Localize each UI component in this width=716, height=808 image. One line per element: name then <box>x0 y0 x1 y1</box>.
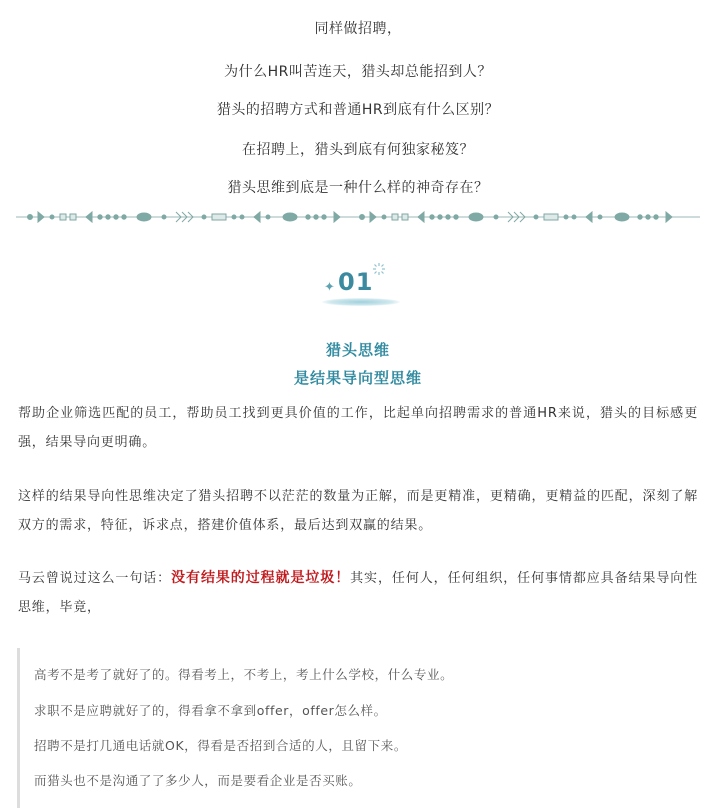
intro-line: 在招聘上，猎头到底有何独家秘笈？ <box>242 142 474 158</box>
paragraph-3 <box>18 564 698 622</box>
paragraph-3-lead: 马云曾说过这么一句话： <box>18 571 172 586</box>
section-heading-line2: 是结果导向型思维 <box>293 369 422 387</box>
plus-icon: ✦ <box>324 280 335 295</box>
paragraph-3-tail: 其实，任何人，任何组织，任何事情都应具备结果导向性思维，毕竟， <box>18 571 698 615</box>
ornamental-divider <box>16 208 700 226</box>
quote-line: 求职不是应聘就好了的，得看拿不拿到offer，offer怎么样。 <box>34 703 387 718</box>
number-underline <box>322 298 400 306</box>
paragraph-1: 帮助企业筛选匹配的员工，帮助员工找到更具价值的工作，比起单向招聘需求的普通HR来说，猎头的目标感更强，结果导向更明确。 <box>18 406 698 450</box>
section-heading-line1: 猎头思维 <box>325 341 390 359</box>
intro-line: 同样做招聘， <box>314 21 402 37</box>
intro-line: 猎头的招聘方式和普通HR到底有什么区别？ <box>216 102 500 118</box>
intro-line: 猎头思维到底是一种什么样的神奇存在？ <box>227 180 489 196</box>
paragraph-2: 这样的结果导向性思维决定了猎头招聘不以茫茫的数量为正解，而是更精准，更精确，更精益的匹配，深刻了解双方的需求，特征，诉求点，搭建价值体系，最后达到双赢的结果。 <box>18 489 698 533</box>
quote-line: 高考不是考了就好了的。得看考上，不考上，考上什么学校，什么专业。 <box>34 667 454 682</box>
section-number: 01 <box>338 268 374 296</box>
blockquote <box>17 648 700 808</box>
highlight-quote: 没有结果的过程就是垃圾！ <box>171 570 351 586</box>
quote-line: 而猎头也不是沟通了了多少人，而是要看企业是否买账。 <box>34 773 362 788</box>
quote-line: 招聘不是打几通电话就OK，得看是否招到合适的人，且留下来。 <box>34 738 407 753</box>
intro-line: 为什么HR叫苦连天，猎头却总能招到人？ <box>224 64 492 80</box>
sparkle-icon <box>372 262 386 276</box>
section-number-badge <box>308 262 408 308</box>
